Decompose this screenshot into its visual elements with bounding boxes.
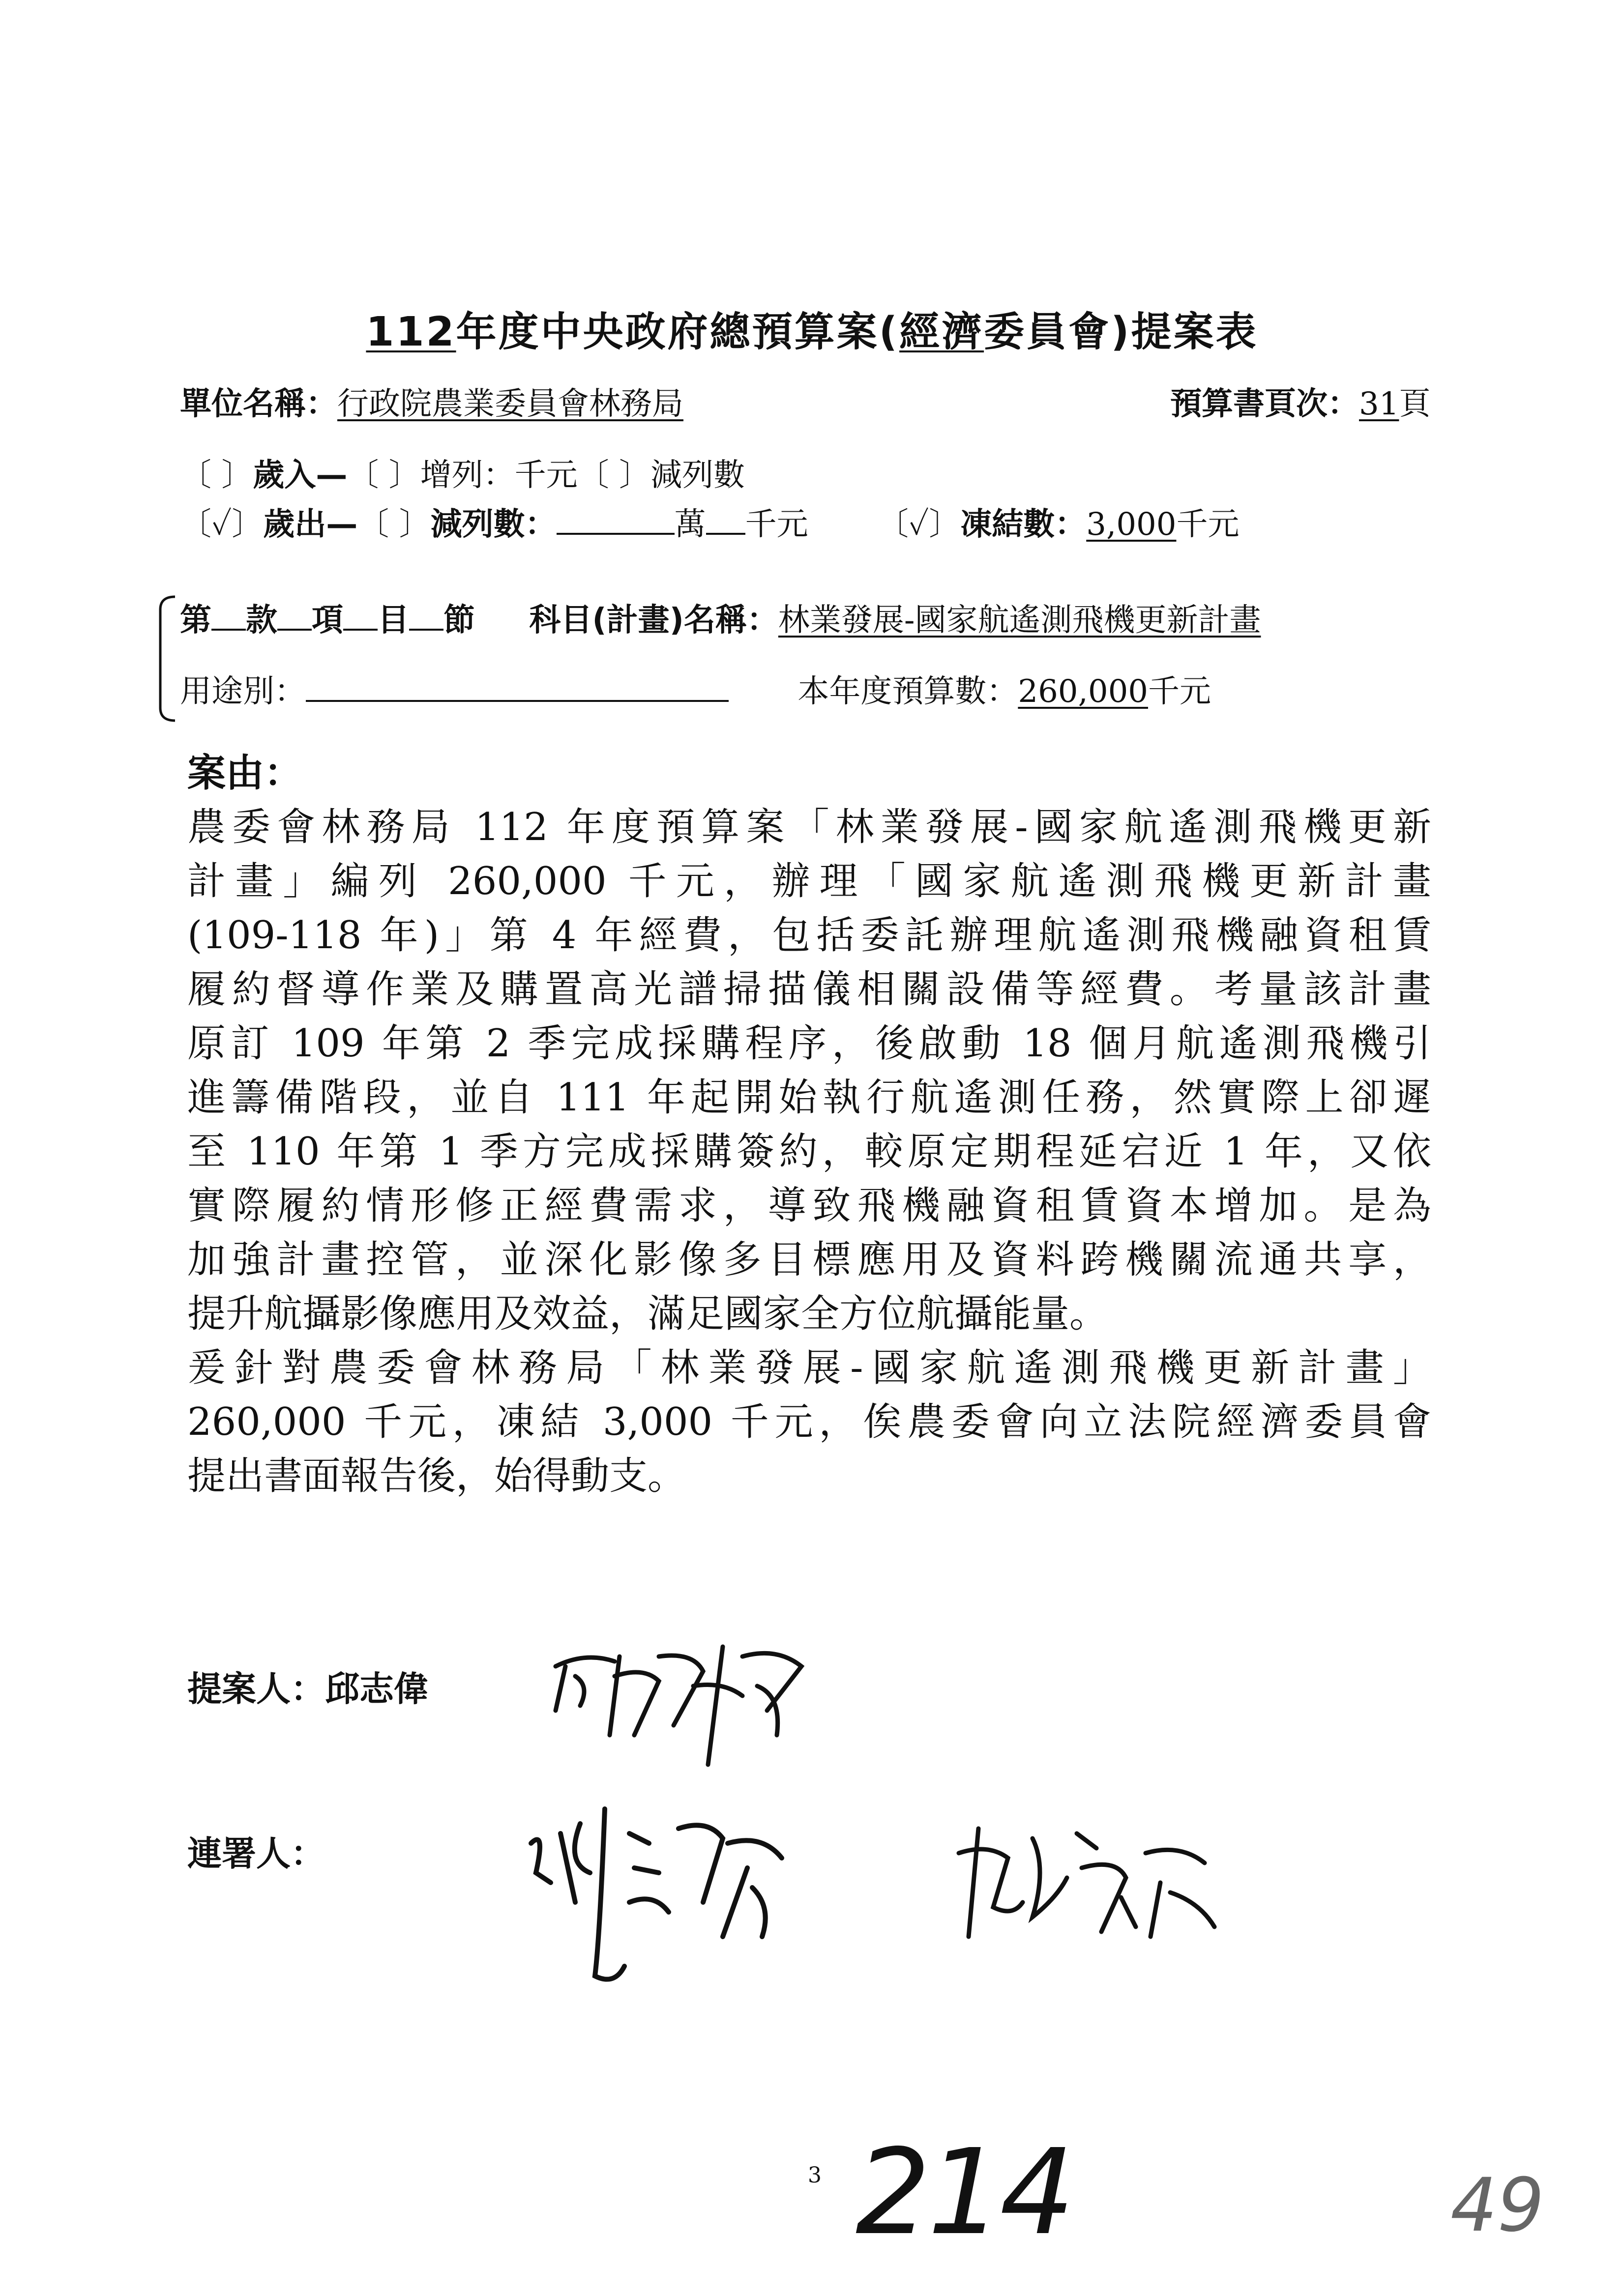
item-row: 第 款 項 目 節 科目(計畫)名稱：林業發展-國家航遙測飛機更新計畫 xyxy=(180,602,1261,639)
reason-line: 計畫」編列 260,000 千元，辦理「國家航遙測飛機更新計畫 xyxy=(187,859,1431,903)
proposer-field: 提案人：邱志偉 xyxy=(187,1669,428,1709)
reason-line: 農委會林務局 112 年度預算案「林業發展-國家航遙測飛機更新 xyxy=(187,805,1431,849)
revenue-row: 〔 〕歲入—〔 〕增列：千元〔 〕減列數 xyxy=(180,457,745,494)
reason-line: 履約督導作業及購置高光譜掃描儀相關設備等經費。考量該計畫 xyxy=(187,967,1431,1012)
reason-line: 260,000 千元，凍結 3,000 千元，俟農委會向立法院經濟委員會 xyxy=(187,1400,1431,1444)
usage-row: 用途別： 本年度預算數：260,000千元 xyxy=(180,673,1211,710)
cosigner-signature-1 xyxy=(516,1789,792,1996)
unit-name-field: 單位名稱：行政院農業委員會林務局 xyxy=(180,386,683,422)
page-number: 3 xyxy=(808,2163,822,2188)
reason-line: 提升航攝影像應用及效益，滿足國家全方位航攝能量。 xyxy=(187,1292,1108,1336)
revenue-checkbox: 〔 〕 xyxy=(180,457,253,494)
expense-checkbox: 〔✓〕 xyxy=(180,506,264,543)
reason-line: 進籌備階段，並自 111 年起開始執行航遙測任務，然實際上卻遲 xyxy=(187,1075,1431,1120)
reason-line: 提出書面報告後，始得動支。 xyxy=(187,1454,686,1498)
reason-line: 爰針對農委會林務局「林業發展-國家航遙測飛機更新計畫」 xyxy=(187,1346,1431,1390)
cosigner-signature-2 xyxy=(949,1809,1224,1956)
reason-line: (109-118 年)」第 4 年經費，包括委託辦理航遙測飛機融資租賃 xyxy=(187,913,1431,958)
freeze-checkbox: 〔✓〕 xyxy=(877,506,961,543)
handwritten-page-number: 214 xyxy=(856,2123,1072,2261)
cosigner-label: 連署人： xyxy=(187,1833,325,1874)
reason-line: 實際履約情形修正經費需求，導致飛機融資租賃資本增加。是為 xyxy=(187,1184,1431,1228)
reason-line: 原訂 109 年第 2 季完成採購程序，後啟動 18 個月航遙測飛機引 xyxy=(187,1021,1431,1066)
reason-heading: 案由： xyxy=(187,751,303,795)
corner-number: 49 xyxy=(1450,2163,1544,2248)
reason-line: 至 110 年第 1 季方完成採購簽約，較原定期程延宕近 1 年，又依 xyxy=(187,1130,1431,1174)
proposer-signature xyxy=(546,1637,811,1799)
expense-row: 〔✓〕歲出—〔 〕減列數： 萬 千元 〔✓〕凍結數：3,000千元 xyxy=(180,506,1240,543)
budget-page-field: 預算書頁次：31頁 xyxy=(1170,386,1431,422)
page-title: 112年度中央政府總預算案(經濟委員會)提案表 xyxy=(366,309,1258,355)
bracket-decoration xyxy=(156,595,176,723)
reason-line: 加強計畫控管，並深化影像多目標應用及資料跨機關流通共享， xyxy=(187,1238,1431,1282)
